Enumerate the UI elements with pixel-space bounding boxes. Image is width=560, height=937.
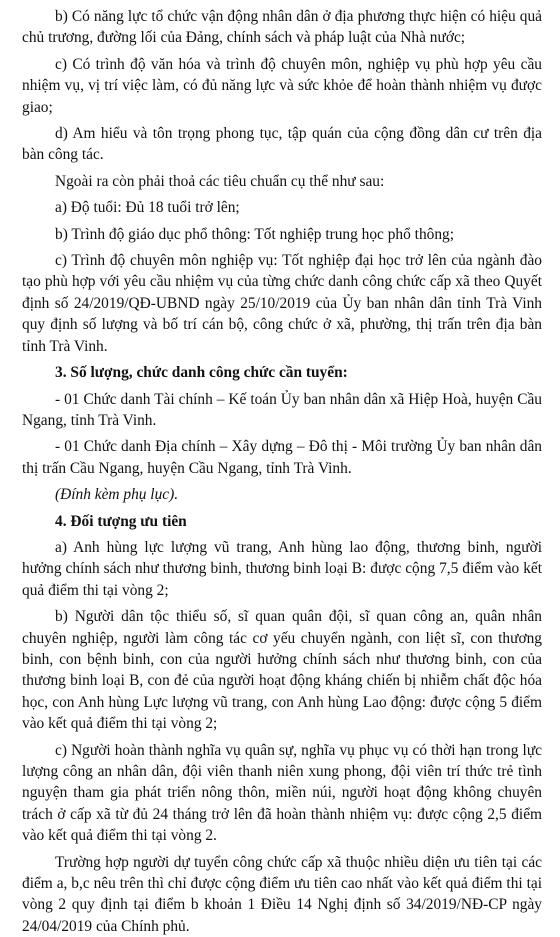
paragraph: Ngoài ra còn phải thoả các tiêu chuẩn cụ thể như sau: bbox=[55, 172, 385, 190]
paragraph: d) Am hiểu và tôn trọng phong tục, tập quán của cộng đồng dân cư trên địa bàn công tác. bbox=[22, 125, 542, 164]
paragraph: c) Người hoàn thành nghĩa vụ quân sự, nghĩa vụ phục vụ có thời hạn trong lực lượng công an nhân dân, đội viên thanh niên xung phong, đội viên trí thức trẻ tình nguyện tham gia phát triển nông thôn, miền núi, người hoạt động không chuyên trách ở cấp xã từ đủ 24 tháng trở lên đã hoàn thành nhiệm vụ: được cộng 2,5 điểm vào kết quả điểm thi tại vòng 2. bbox=[22, 741, 542, 845]
paragraph: c) Trình độ chuyên môn nghiệp vụ: Tốt nghiệp đại học trở lên của ngành đào tạo phù hợp với yêu cầu nhiệm vụ của từng chức danh công chức cấp xã theo Quyết định số 24/2019/QĐ-UBND ngày 25/10/2019 của Ủy ban nhân dân tỉnh Trà Vinh quy định số lượng và bố trí cán bộ, công chức ở xã, phường, thị trấn trên địa bàn tỉnh Trà Vinh. bbox=[22, 252, 542, 355]
paragraph: a) Độ tuổi: Đủ 18 tuổi trở lên; bbox=[55, 199, 240, 217]
section-heading: 3. Số lượng, chức danh công chức cần tuyển: bbox=[55, 364, 348, 382]
paragraph: - 01 Chức danh Tài chính – Kế toán Ủy ban nhân dân xã Hiệp Hoà, huyện Cầu Ngang, tỉnh Trà Vinh. bbox=[22, 390, 542, 429]
paragraph: a) Anh hùng lực lượng vũ trang, Anh hùng lao động, thương binh, người hưởng chính sách như thương binh, thương binh loại B: được cộng 7,5 điểm vào kết quả điểm thi tại vòng 2; bbox=[22, 538, 542, 599]
paragraph: c) Có trình độ văn hóa và trình độ chuyên môn, nghiệp vụ phù hợp yêu cầu nhiệm vụ, vị trí việc làm, có đủ năng lực và sức khỏe để hoàn thành nhiệm vụ được giao; bbox=[22, 55, 542, 116]
paragraph: b) Trình độ giáo dục phổ thông: Tốt nghiệp trung học phổ thông; bbox=[55, 225, 455, 243]
paragraph: - 01 Chức danh Địa chính – Xây dựng – Đô thị - Môi trường Ủy ban nhân dân thị trấn Cầu Ngang, huyện Cầu Ngang, tỉnh Trà Vinh. bbox=[22, 438, 542, 477]
paragraph: b) Có năng lực tổ chức vận động nhân dân ở địa phương thực hiện có hiệu quả chủ trương, đường lối của Đảng, chính sách và pháp luật của Nhà nước; bbox=[22, 8, 542, 47]
paragraph: Trường hợp người dự tuyển công chức cấp xã thuộc nhiều diện ưu tiên tại các điểm a, b,c nêu trên thì chỉ được cộng điểm ưu tiên cao nhất vào kết quả điểm thi tại vòng 2 quy định tại điểm b khoản 1 Điều 14 Nghị định số 34/2019/NĐ-CP ngày 24/04/2019 của Chính phủ. bbox=[22, 853, 542, 935]
section-heading: 4. Đối tượng ưu tiên bbox=[55, 512, 187, 530]
attachment-note: (Đính kèm phụ lục). bbox=[55, 486, 179, 504]
paragraph: b) Người dân tộc thiểu số, sĩ quan quân đội, sĩ quan công an, quân nhân chuyên nghiệp, người làm công tác cơ yếu chuyển ngành, con liệt sĩ, con thương binh, con bệnh binh, con của người hưởng chính sách như thương binh, con của thương binh loại B, con đẻ của người hoạt động kháng chiến bị nhiễm chất độc hóa học, con Anh hùng Lực lượng vũ trang, con Anh hùng Lao động: được cộng 5 điểm vào kết quả điểm thi tại vòng 2; bbox=[22, 608, 542, 733]
